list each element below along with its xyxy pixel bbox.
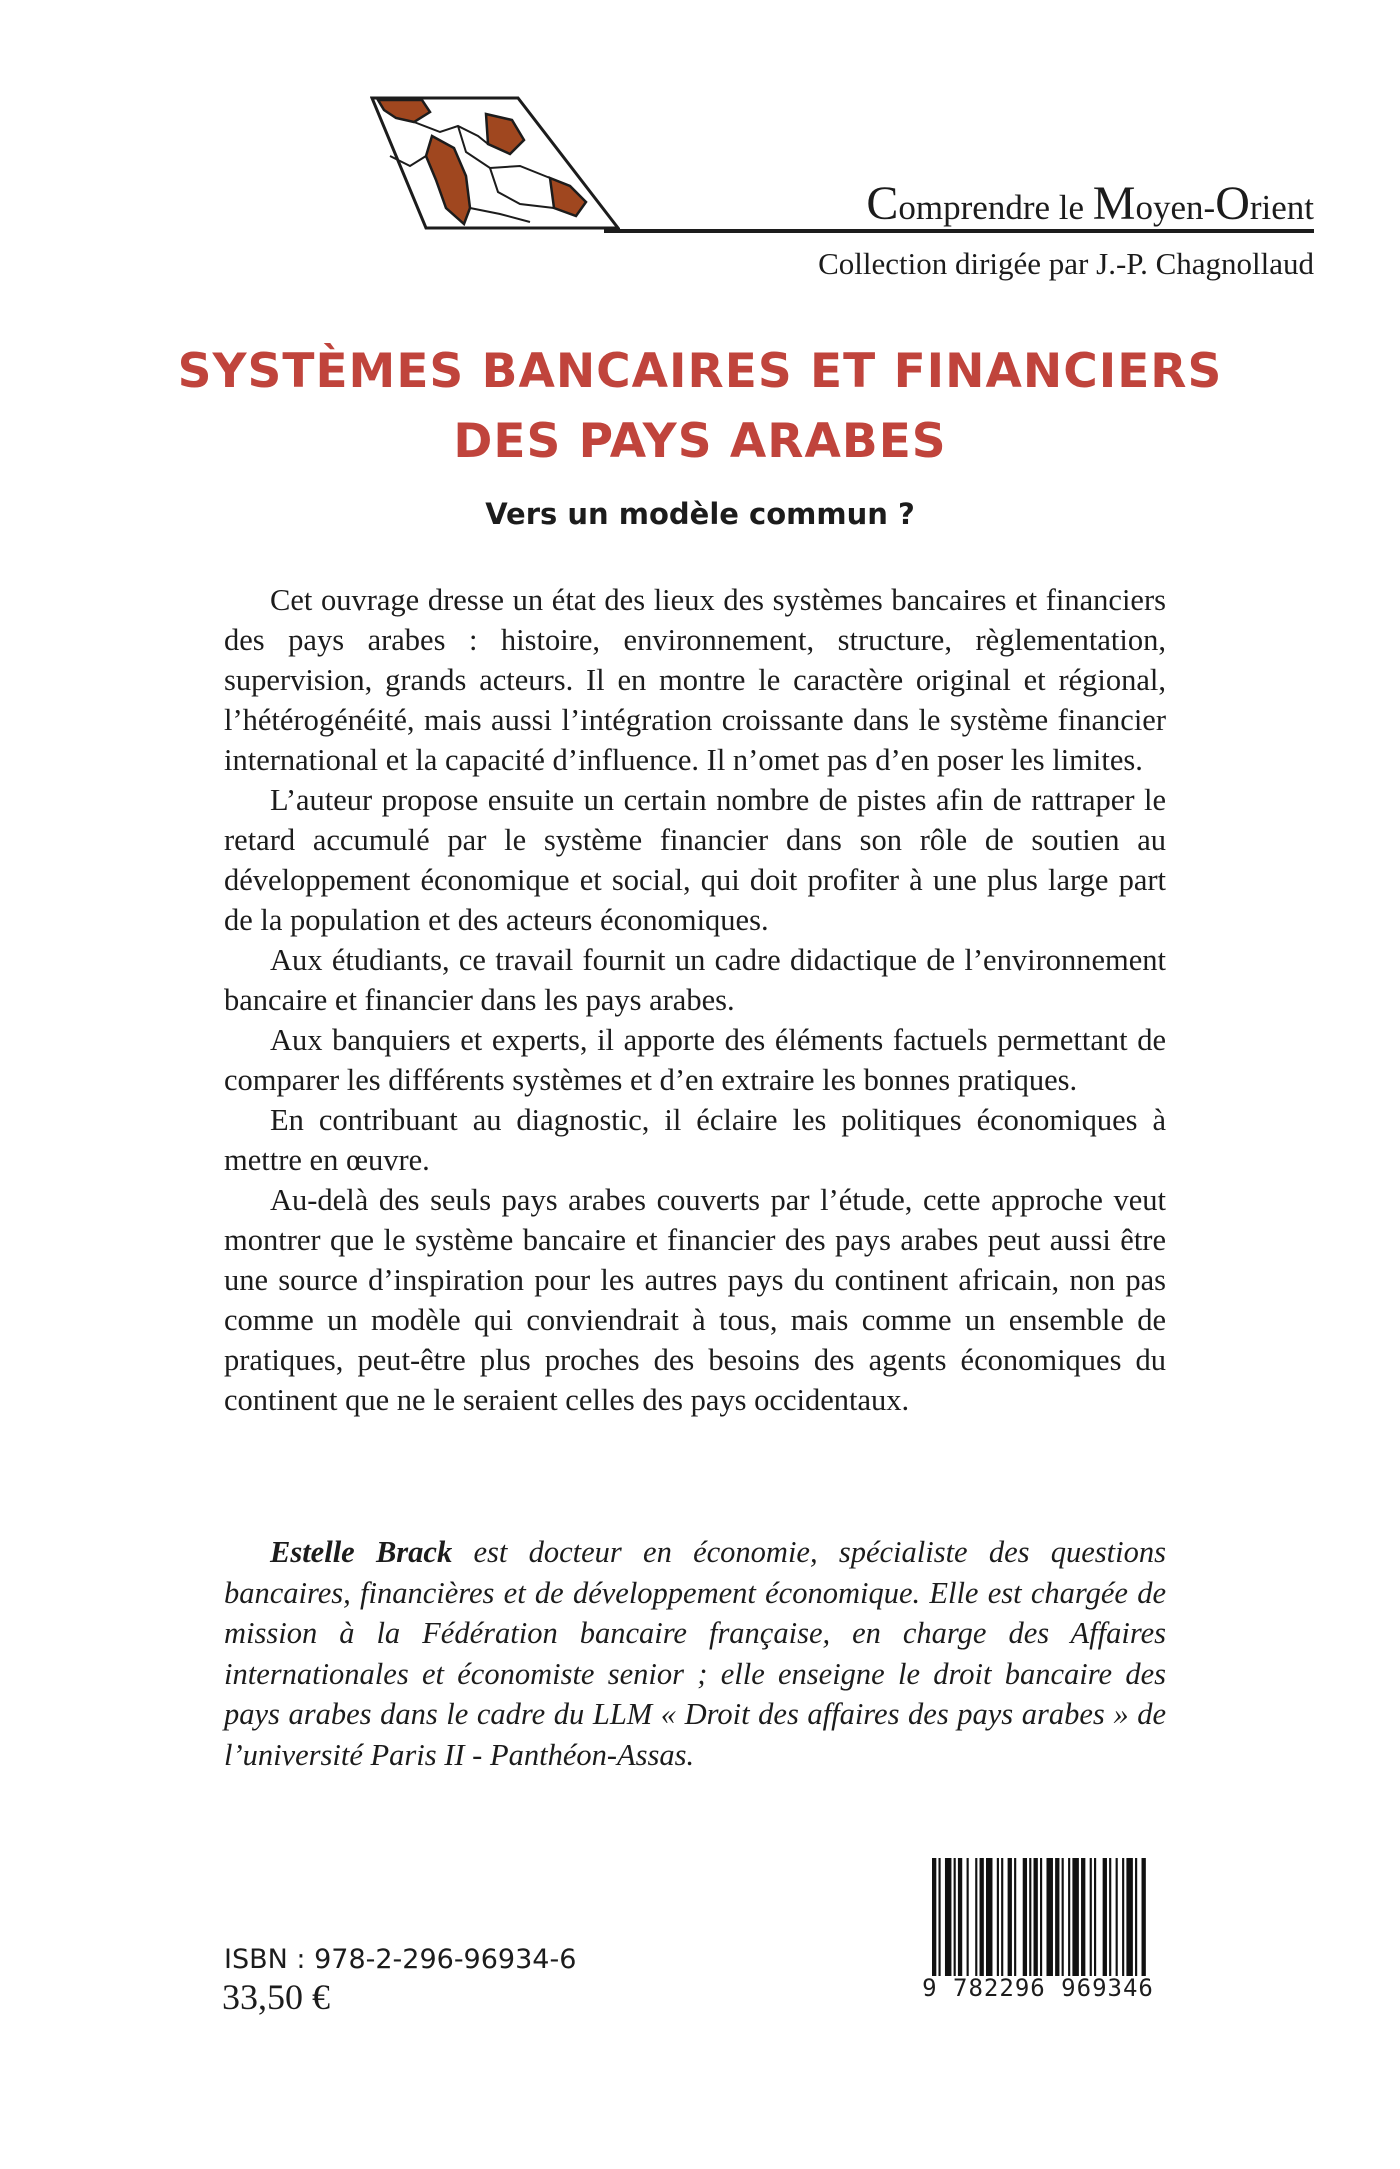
author-bio-paragraph	[224, 1532, 1166, 1775]
barcode-bar	[1135, 1858, 1137, 1976]
barcode-bar	[1109, 1858, 1111, 1976]
author-name: Estelle Brack	[270, 1535, 453, 1569]
barcode-bar	[945, 1858, 951, 1976]
barcode-bar	[932, 1858, 936, 1976]
barcode-bar	[1055, 1858, 1059, 1976]
barcode-bar	[1126, 1858, 1132, 1976]
barcode-bar	[1029, 1858, 1031, 1976]
barcode-bar	[1094, 1858, 1096, 1976]
barcode	[932, 1858, 1148, 1976]
blurb-paragraph: L’auteur propose ensuite un certain nombre de pistes afin de rattraper le retard accumulé par le système financier dans son rôle de soutien au développement économique et social, qui doit profiter à une plus large part de la population et des acteurs économiques.	[224, 783, 1166, 937]
barcode-bar	[980, 1858, 984, 1976]
barcode-bar	[1008, 1858, 1012, 1976]
book-title-line-2: DES PAYS ARABES	[453, 414, 947, 469]
blurb-paragraph: Aux étudiants, ce travail fournit un cadre didactique de l’environnement bancaire et financier dans les pays arabes.	[224, 943, 1166, 1017]
barcode-bar	[1068, 1858, 1070, 1976]
barcode-bar	[1034, 1858, 1038, 1976]
author-bio	[224, 1532, 1166, 1775]
blurb	[224, 580, 1166, 1420]
book-subtitle: Vers un modèle commun ?	[485, 497, 915, 531]
book-title-line-1: SYSTÈMES BANCAIRES ET FINANCIERS	[177, 344, 1223, 399]
barcode-bar	[1142, 1858, 1146, 1976]
author-bio-text: est docteur en économie, spécialiste des questions bancaires, financières et de développement économique. Elle est chargée de mission à la Fédération bancaire française, en charge des Affaires internationales et économiste senior ; elle enseigne le droit bancaire des pays arabes dans le cadre du LLM « Droit des affaires des pays arabes » de l’université Paris II - Panthéon-Assas.	[224, 1535, 1166, 1772]
barcode-bar	[954, 1858, 956, 1976]
barcode-bar	[975, 1858, 977, 1976]
barcode-digits: 9 782296 969346	[922, 1974, 1154, 2002]
barcode-bar	[1023, 1858, 1027, 1976]
barcode-bar	[1062, 1858, 1064, 1976]
blurb-paragraph: Au-delà des seuls pays arabes couverts par l’étude, cette approche veut montrer que le système bancaire et financier des pays arabes peut aussi être une source d’inspiration pour les autres pays du continent africain, non pas comme un modèle qui conviendrait à tous, mais comme un ensemble de pratiques, peut-être plus proches des besoins des agents économiques du continent que ne le seraient celles des pays occidentaux.	[224, 1183, 1166, 1417]
barcode-bar	[1014, 1858, 1016, 1976]
price: 33,50 €	[222, 1977, 330, 2017]
barcode-bar	[938, 1858, 940, 1976]
blurb-paragraph: En contribuant au diagnostic, il éclaire les politiques économiques à mettre en œuvre.	[224, 1103, 1166, 1177]
barcode-bar	[967, 1858, 969, 1976]
barcode-bar	[1103, 1858, 1107, 1976]
barcode-bar	[997, 1858, 999, 1976]
barcode-bar	[1122, 1858, 1124, 1976]
barcode-bar	[1090, 1858, 1092, 1976]
collection-director: Collection dirigée par J.-P. Chagnollaud	[818, 246, 1314, 281]
blurb-paragraph: Cet ouvrage dresse un état des lieux des systèmes bancaires et financiers des pays arabes : histoire, environnement, structure, règlementation, supervision, grands acteurs. Il en montre le caractère original et régional, l’hétérogénéité, mais aussi l’intégration croissante dans le système financier international et la capacité d’influence. Il n’omet pas d’en poser les limites.	[224, 583, 1166, 777]
barcode-bar	[1040, 1858, 1042, 1976]
blurb-paragraph: Aux banquiers et experts, il apporte des éléments factuels permettant de comparer les différents systèmes et d’en extraire les bonnes pratiques.	[224, 1023, 1166, 1097]
barcode-bar	[1081, 1858, 1085, 1976]
collection-name: Comprendre le Moyen-Orient	[866, 177, 1314, 230]
barcode-bar	[1046, 1858, 1052, 1976]
barcode-bar	[958, 1858, 962, 1976]
barcode-bar	[1116, 1858, 1118, 1976]
barcode-bar	[1001, 1858, 1003, 1976]
barcode-bar	[986, 1858, 992, 1976]
collection-logo-map	[370, 96, 620, 230]
barcode-bar	[1072, 1858, 1078, 1976]
isbn: ISBN : 978-2-296-96934-6	[224, 1944, 577, 1975]
